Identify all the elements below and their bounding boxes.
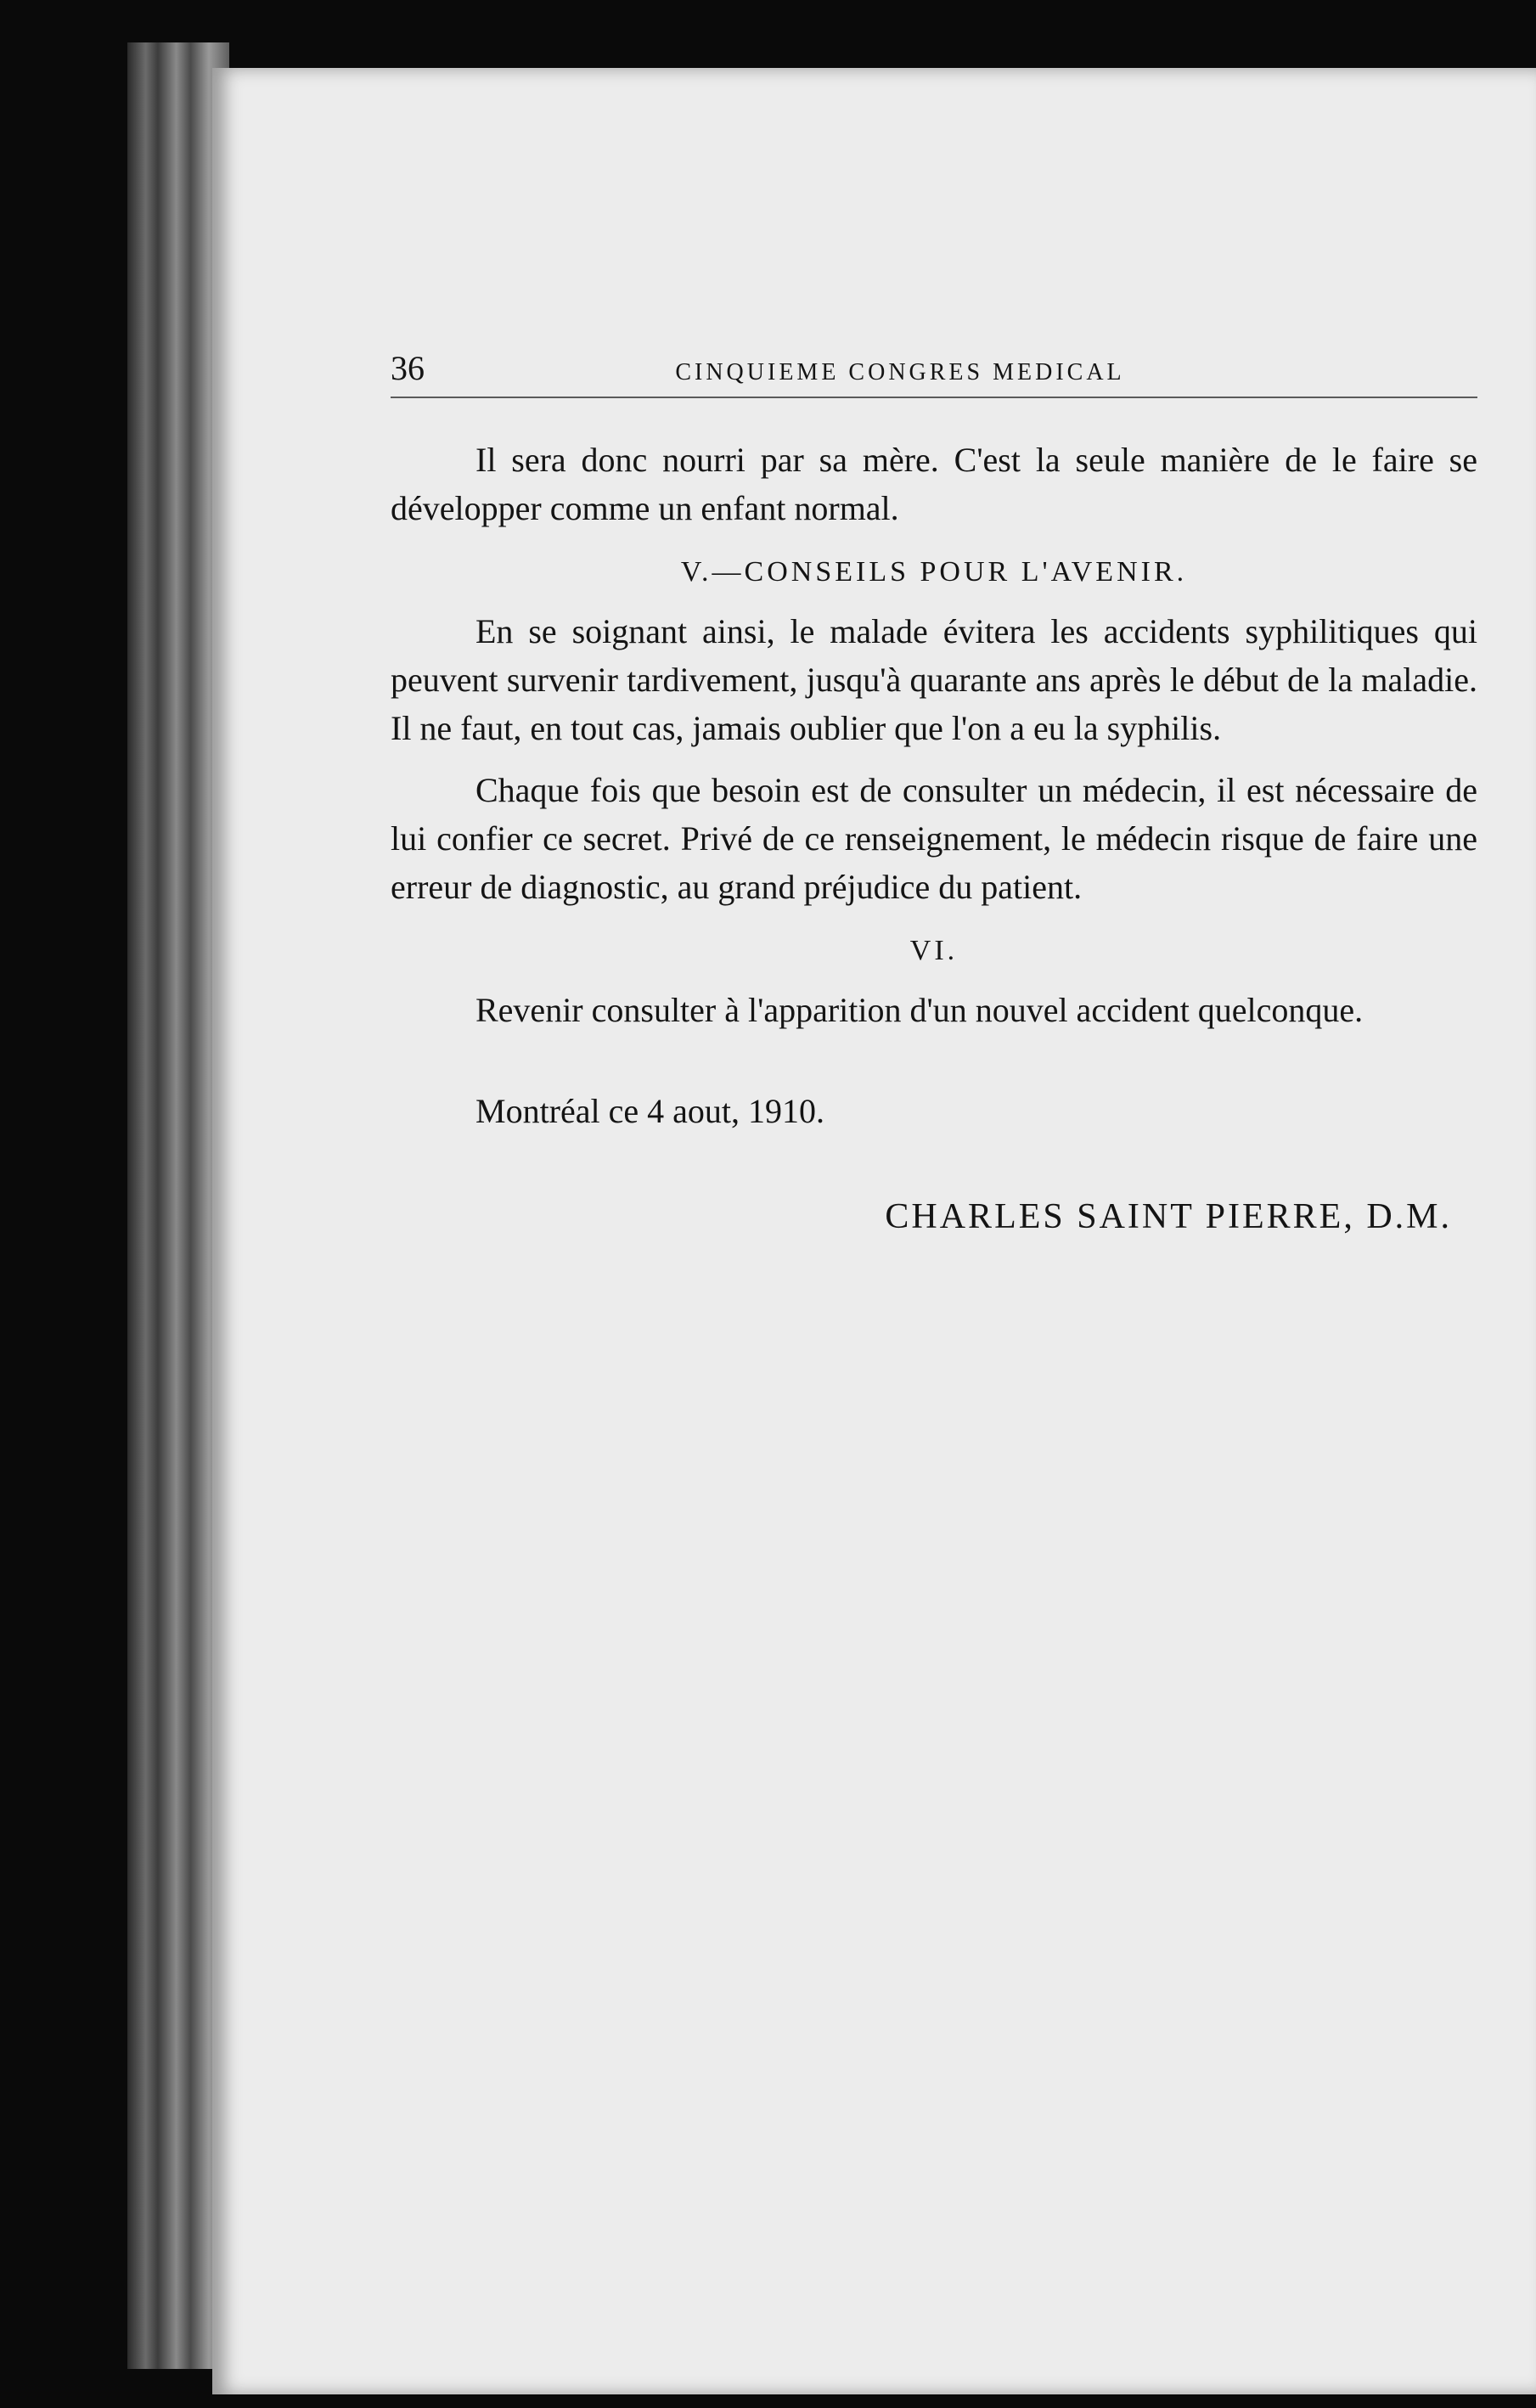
running-head-title: CINQUIEME CONGRES MEDICAL xyxy=(675,359,1125,385)
dateline: Montréal ce 4 aout, 1910. xyxy=(475,1092,824,1130)
document-page xyxy=(212,68,1536,2394)
section-heading-v: V.—CONSEILS POUR L'AVENIR. xyxy=(680,556,1188,588)
page-number: 36 xyxy=(391,349,425,387)
signature: CHARLES SAINT PIERRE, D.M. xyxy=(885,1197,1452,1236)
paragraph-3: Chaque fois que besoin est de consulter un médecin, il est nécessaire de lui confier ce secret. Privé de ce renseignement, le médecin risque de faire une erreur de diagnostic, au grand préjudice du patient. xyxy=(391,771,1477,906)
paragraph-4: Revenir consulter à l'apparition d'un nouvel accident quelconque. xyxy=(475,991,1364,1029)
section-heading-vi: VI. xyxy=(909,935,959,966)
paragraph-1: Il sera donc nourri par sa mère. C'est la seule manière de le faire se développer comme un enfant normal. xyxy=(391,441,1477,527)
text-block xyxy=(391,348,1477,1237)
running-head xyxy=(391,348,1477,398)
paragraph-2: En se soignant ainsi, le malade évitera les accidents syphilitiques qui peuvent survenir tardivement, jusqu'à quarante ans après le début de la maladie. Il ne faut, en tout cas, jamais oublier que l'on a eu la syphilis. xyxy=(391,612,1477,747)
